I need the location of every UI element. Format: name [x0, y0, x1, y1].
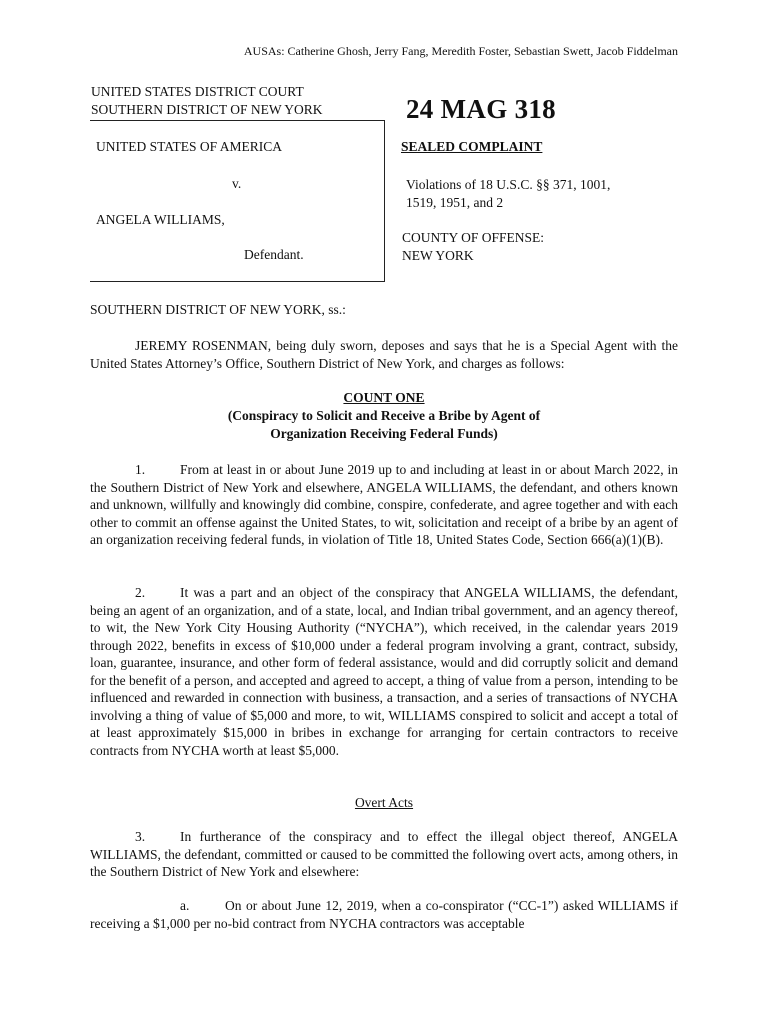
paragraph-2-number: 2. — [135, 585, 146, 600]
overt-acts-heading: Overt Acts — [354, 795, 414, 810]
intro-paragraph: JEREMY ROSENMAN, being duly sworn, deposes and says that he is a Special Agent with the United States Attorney’s Office, Southern District of New York, and charges as follows: — [90, 338, 678, 371]
paragraph-3-text: In furtherance of the conspiracy and to effect the illegal object thereof, ANGELA WILLIAMS, the defendant, committed or caused to be committed the following overt acts, among others, in the Southern District of New York and elsewhere: — [90, 829, 678, 879]
docket-number: 24 MAG 318 — [406, 94, 556, 124]
county-value: NEW YORK — [402, 248, 474, 263]
caption-plaintiff: UNITED STATES OF AMERICA — [96, 139, 283, 154]
paragraph-3a-letter: a. — [180, 898, 190, 913]
count-one-title: COUNT ONE — [343, 390, 425, 405]
case-caption-box — [90, 120, 385, 282]
county-of-offense — [402, 229, 544, 265]
court-line-1: UNITED STATES DISTRICT COURT — [91, 84, 304, 99]
caption-defendant-label: Defendant. — [244, 247, 304, 262]
court-name — [91, 83, 323, 119]
paragraph-3a-text: On or about June 12, 2019, when a co-conspirator (“CC-1”) asked WILLIAMS if receiving a $1,000 per no-bid contract from NYCHA contractors was acceptable — [90, 898, 678, 931]
paragraph-3a — [90, 897, 678, 932]
count-one-subtitle-2: Organization Receiving Federal Funds) — [270, 426, 498, 441]
paragraph-3-number: 3. — [135, 829, 146, 844]
violations-line-2: 1519, 1951, and 2 — [406, 195, 504, 210]
paragraph-2 — [90, 584, 678, 759]
violations-line-1: Violations of 18 U.S.C. §§ 371, 1001, — [406, 177, 611, 192]
venue-line: SOUTHERN DISTRICT OF NEW YORK, ss.: — [90, 302, 346, 317]
complaint-type: SEALED COMPLAINT — [401, 139, 543, 154]
count-one-subtitle-1: (Conspiracy to Solicit and Receive a Bribe by Agent of — [227, 408, 541, 423]
paragraph-3 — [90, 828, 678, 881]
caption-versus: v. — [232, 176, 242, 191]
paragraph-2-text: It was a part and an object of the conspiracy that ANGELA WILLIAMS, the defendant, being an agent of an organization, and of a state, local, and Indian tribal government, and an agency thereof, to wit, the New York City Housing Authority (“NYCHA”), which received, in the calendar years 2019 through 2022, benefits in excess of $10,000 under a federal program involving a grant, contract, subsidy, loan, guarantee, insurance, and other form of federal assistance, would and did corruptly solicit and demand for the benefit of a person, and accepted and agreed to accept, a thing of value from a person, intending to be influenced and rewarded in connection with business, a transaction, and a series of transactions of NYCHA involving a thing of value of $5,000 and more, to wit, WILLIAMS conspired to solicit and accept a total of at least approximately $15,000 in bribes in exchange for arranging for certain contractors to receive contracts from NYCHA worth at least $5,000. — [90, 585, 678, 758]
violations-statement — [406, 176, 610, 212]
paragraph-1 — [90, 461, 678, 549]
count-one-heading — [90, 389, 678, 443]
county-label: COUNTY OF OFFENSE: — [402, 230, 545, 245]
ausas-line: AUSAs: Catherine Ghosh, Jerry Fang, Meredith Foster, Sebastian Swett, Jacob Fiddelman — [243, 44, 678, 58]
court-line-2: SOUTHERN DISTRICT OF NEW YORK — [91, 102, 323, 117]
paragraph-1-text: From at least in or about June 2019 up to and including at least in or about March 2022, in the Southern District of New York and elsewhere, ANGELA WILLIAMS, the defendant, and others known and unknown, willfully and knowingly did combine, conspire, confederate, and agree together and with each other to commit an offense against the United States, to wit, solicitation and receipt of a bribe by an agent of an organization receiving federal funds, in violation of Title 18, United States Code, Section 666(a)(1)(B). — [90, 462, 678, 547]
paragraph-1-number: 1. — [135, 462, 146, 477]
caption-defendant-name: ANGELA WILLIAMS, — [96, 212, 225, 227]
